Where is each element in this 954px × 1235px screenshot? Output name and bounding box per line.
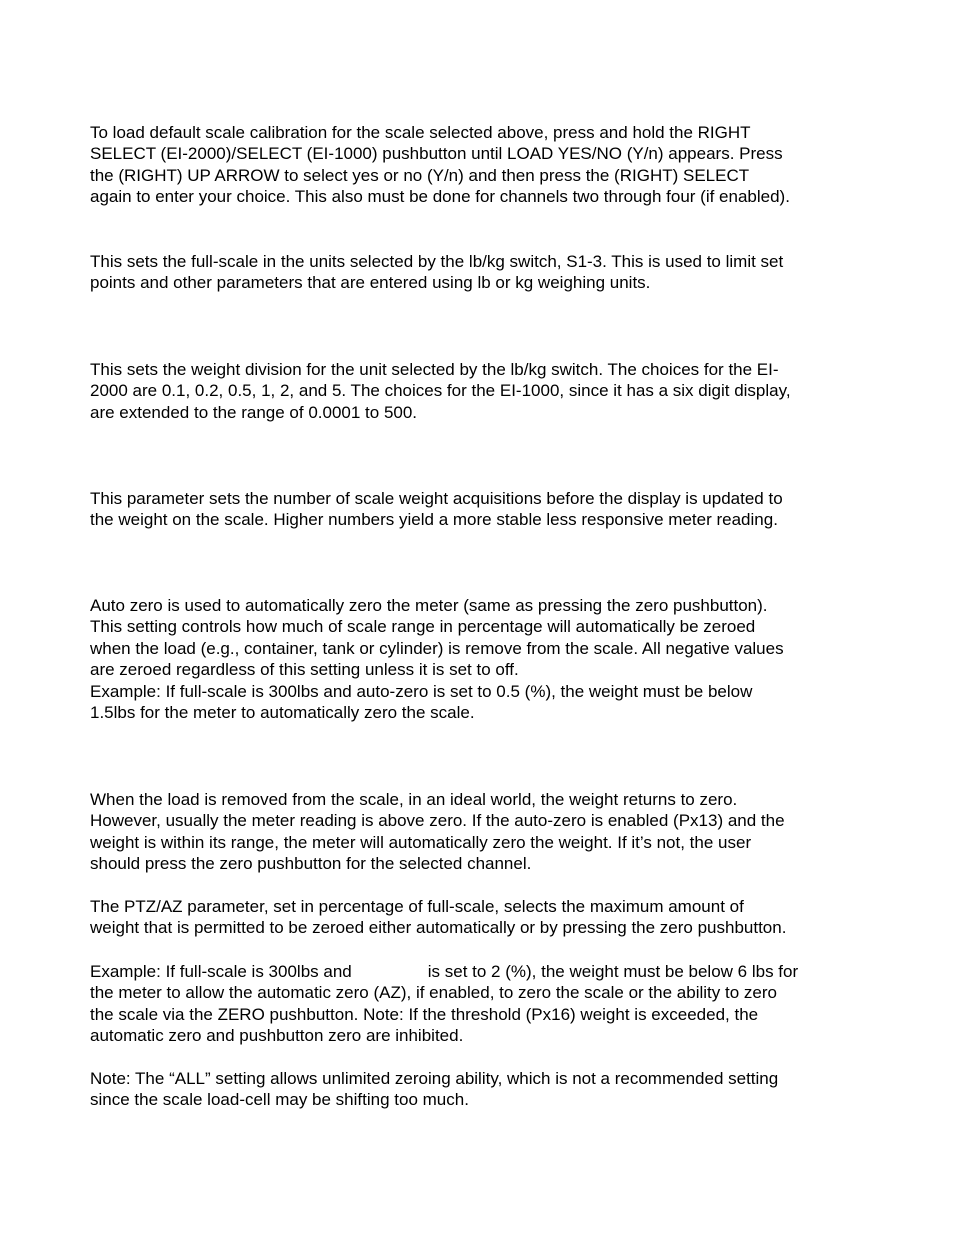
paragraph-display-update: This parameter sets the number of scale weight acquisitions before the display is updated to the weight on the scale. Higher numbers yield a more stable less responsive meter reading. [90,489,783,530]
paragraph-auto-zero: Auto zero is used to automatically zero the meter (same as pressing the zero pushbutton). This setting controls how much of scale range in percentage will automatically be zeroed when the load (e.g., container, tank or cylinder) is remove from the scale. All negative values are zeroed regardless of this setting unless it is set to off. Example: If full-scale is 300lbs and auto-zero is set to 0.5 (%), the weight must be below 1.5lbs for the meter to automatically zero the scale. [90,596,784,723]
paragraph-ptz-az: The PTZ/AZ parameter, set in percentage of full-scale, selects the maximum amount of weight that is permitted to be zeroed either automatically or by pressing the zero pushbutton. [90,897,787,938]
example-zero-rest: is set to 2 (%), the weight must be below 6 lbs for the meter to allow the automatic zero (AZ), if enabled, to zero the scale or the ability to zero the scale via the ZERO pushbutton. Note: If the threshold (Px16) weight is exceeded, the automatic zero and pushbutton zero are inhibited. [90,962,799,1046]
paragraph-all-setting-note: Note: The “ALL” setting allows unlimited zeroing ability, which is not a recommended setting since the scale load-cell may be shifting too much. [90,1069,779,1110]
paragraph-weight-division: This sets the weight division for the unit selected by the lb/kg switch. The choices for the EI- 2000 are 0.1, 0.2, 0.5, 1, 2, and 5. The choices for the EI-1000, since it has a six digit display, are extended to the range of 0.0001 to 500. [90,360,791,422]
paragraph-example-zero [90,961,880,1047]
example-zero-start: Example: If full-scale is 300lbs and [90,962,352,981]
paragraph-full-scale: This sets the full-scale in the units selected by the lb/kg switch, S1-3. This is used to limit set points and other parameters that are entered using lb or kg weighing units. [90,252,784,293]
paragraph-load-default-calibration: To load default scale calibration for the scale selected above, press and hold the RIGHT SELECT (EI-2000)/SELECT (EI-1000) pushbutton until LOAD YES/NO (Y/n) appears. Press the (RIGHT) UP ARROW to select yes or no (Y/n) and then press the (RIGHT) SELECT again to enter your choice. This also must be done for channels two through four (if enabled). [90,123,790,207]
paragraph-load-removed: When the load is removed from the scale, in an ideal world, the weight returns to zero. However, usually the meter reading is above zero. If the auto-zero is enabled (Px13) and the weight is within its range, the meter will automatically zero the weight. If it’s not, the user should press the zero pushbutton for the selected channel. [90,790,785,874]
